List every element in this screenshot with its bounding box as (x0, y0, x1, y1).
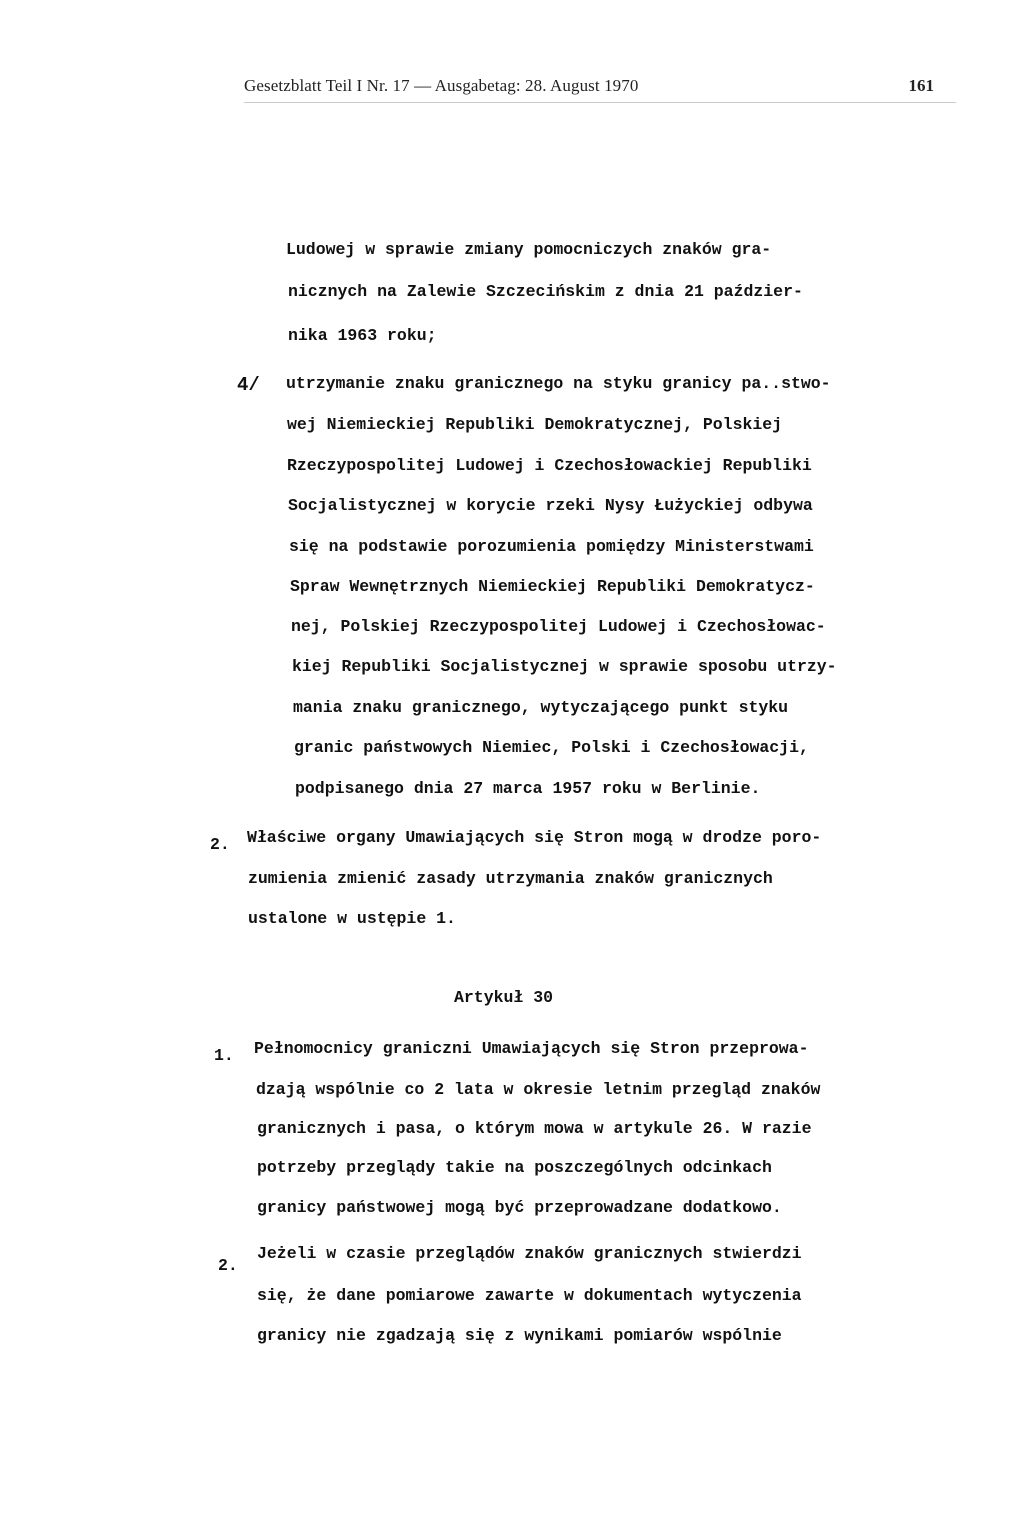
text-line: Rzeczypospolitej Ludowej i Czechosłowackiej Republiki (287, 456, 812, 475)
paragraph-number: 2. (210, 835, 230, 854)
text-line: wej Niemieckiej Republiki Demokratycznej, Polskiej (287, 415, 783, 434)
paragraph-number: 2. (218, 1256, 238, 1275)
text-line: ustalone w ustępie 1. (248, 909, 456, 928)
text-line: granicy państwowej mogą być przeprowadzane dodatkowo. (257, 1198, 782, 1217)
text-line: Jeżeli w czasie przeglądów znaków granicznych stwierdzi (257, 1244, 802, 1263)
text-line: Socjalistycznej w korycie rzeki Nysy Łużyckiej odbywa (288, 496, 813, 515)
text-line: granic państwowych Niemiec, Polski i Czechosłowacji, (294, 738, 809, 757)
item-marker: 4/ (237, 374, 260, 396)
text-line: utrzymanie znaku granicznego na styku granicy pa..stwo- (286, 374, 831, 393)
text-line: Pełnomocnicy graniczni Umawiających się Stron przeprowa- (254, 1039, 809, 1058)
header-title: Gesetzblatt Teil I Nr. 17 — Ausgabetag: 28. August 1970 (244, 76, 639, 95)
article-title: Artykuł 30 (454, 988, 554, 1007)
text-line: Właściwe organy Umawiających się Stron mogą w drodze poro- (247, 828, 822, 847)
text-line: nej, Polskiej Rzeczypospolitej Ludowej i Czechosłowac- (291, 617, 826, 636)
text-line: Ludowej w sprawie zmiany pomocniczych znaków gra- (286, 240, 772, 259)
text-line: się, że dane pomiarowe zawarte w dokumentach wytyczenia (257, 1286, 802, 1305)
text-line: potrzeby przeglądy takie na poszczególnych odcinkach (257, 1158, 772, 1177)
paragraph-number: 1. (214, 1046, 234, 1065)
text-line: granicy nie zgadzają się z wynikami pomiarów wspólnie (257, 1326, 782, 1345)
text-line: mania znaku granicznego, wytyczającego punkt styku (293, 698, 789, 717)
text-line: nika 1963 roku; (288, 326, 437, 345)
text-line: kiej Republiki Socjalistycznej w sprawie sposobu utrzy- (292, 657, 837, 676)
header-divider (244, 102, 956, 103)
text-line: nicznych na Zalewie Szczecińskim z dnia 21 paździer- (288, 282, 803, 301)
text-line: podpisanego dnia 27 marca 1957 roku w Berlinie. (295, 779, 761, 798)
text-line: dzają wspólnie co 2 lata w okresie letnim przegląd znaków (256, 1080, 821, 1099)
page-header (244, 76, 934, 98)
text-line: granicznych i pasa, o którym mowa w artykule 26. W razie (257, 1119, 812, 1138)
text-line: Spraw Wewnętrznych Niemieckiej Republiki Demokratycz- (290, 577, 815, 596)
text-line: zumienia zmienić zasady utrzymania znaków granicznych (248, 869, 773, 888)
page-number: 161 (908, 76, 934, 95)
text-line: się na podstawie porozumienia pomiędzy Ministerstwami (289, 537, 814, 556)
